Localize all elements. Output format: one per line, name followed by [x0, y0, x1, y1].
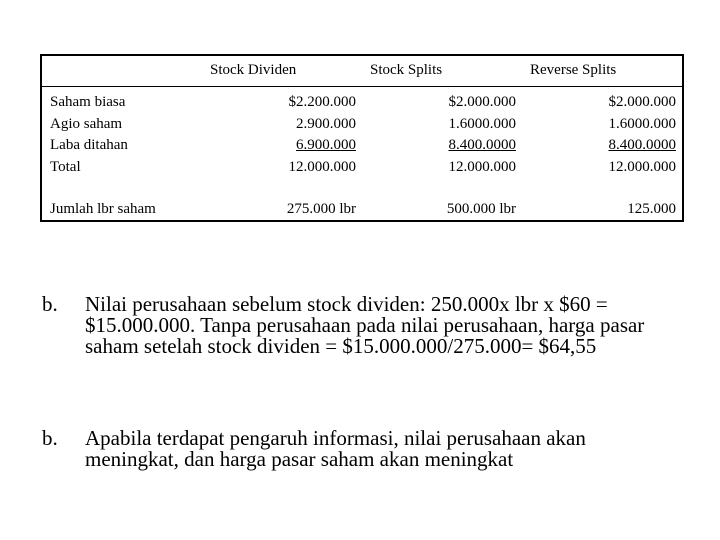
- cell-value: 2.900.000: [296, 115, 356, 132]
- column-stock-splits: [449, 92, 517, 178]
- column-stock-dividen: [289, 92, 357, 178]
- header-stock-splits: Stock Splits: [370, 62, 443, 78]
- cell-value: 8.400.0000: [608, 137, 676, 153]
- cell-value: 1.6000.000: [608, 115, 676, 132]
- cell-value-total: 12.000.000: [288, 158, 356, 175]
- cell-value: 6.900.000: [296, 137, 356, 153]
- paragraph-text: Nilai perusahaan sebelum stock dividen: 250.000x lbr x $60 = $15.000.000. Tanpa perusahaan pada nilai perusahaan, harga pasar saham setelah stock dividen = $15.000.000/275.000= $64,55: [85, 292, 645, 358]
- cell-value: $2.200.000: [288, 94, 356, 110]
- cell-value: 1.6000.000: [448, 115, 516, 132]
- row-label-total: Total: [50, 158, 81, 175]
- paragraph-stock-dividen-explanation: [42, 294, 682, 357]
- shares-label: Jumlah lbr saham: [50, 201, 156, 217]
- table-header-row: [42, 56, 682, 87]
- row-label-agio-saham: Agio saham: [50, 115, 123, 132]
- paragraph-text: Apabila terdapat pengaruh informasi, nilai perusahaan akan meningkat, dan harga pasar saham akan meningkat: [85, 426, 586, 471]
- column-reverse-splits: [609, 92, 677, 178]
- cell-value-total: 12.000.000: [448, 158, 516, 175]
- cell-value: $2.000.000: [608, 94, 676, 110]
- row-labels: [50, 92, 128, 178]
- cell-value: $2.000.000: [448, 94, 516, 110]
- list-marker: b.: [42, 426, 58, 450]
- header-reverse-splits: Reverse Splits: [530, 62, 617, 78]
- row-label-saham-biasa: Saham biasa: [50, 94, 126, 110]
- shares-value-stock-dividen: 275.000 lbr: [286, 201, 356, 217]
- shares-value-reverse-splits: 125.000: [627, 201, 676, 217]
- financial-table: [40, 54, 684, 222]
- shares-value-stock-splits: 500.000 lbr: [446, 201, 516, 217]
- list-marker: b.: [42, 292, 58, 316]
- row-label-laba-ditahan: Laba ditahan: [50, 137, 128, 153]
- cell-value: 8.400.0000: [448, 137, 516, 153]
- header-stock-dividen: Stock Dividen: [210, 62, 297, 78]
- cell-value-total: 12.000.000: [608, 158, 676, 175]
- paragraph-information-effect: [42, 428, 682, 470]
